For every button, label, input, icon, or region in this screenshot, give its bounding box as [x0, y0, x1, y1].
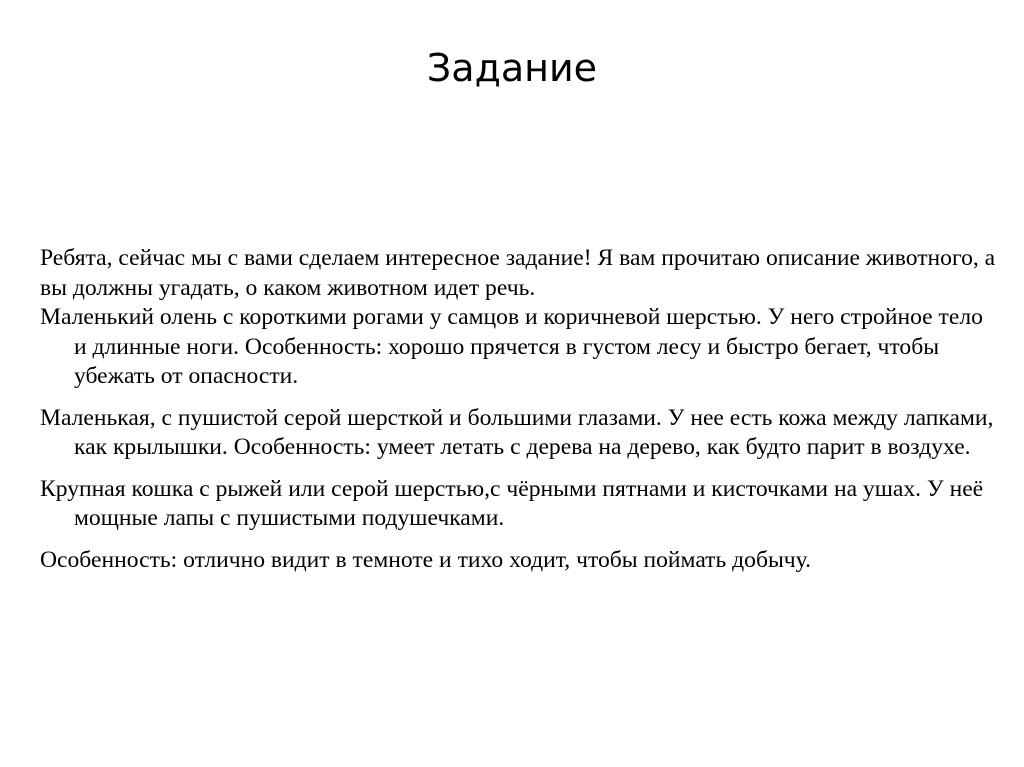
riddle-paragraph-flying-squirrel: Маленькая, с пушистой серой шерсткой и большими глазами. У нее есть кожа между лапками, как крылышки. Особенность: умеет летать с дерева на дерево, как будто парит в воздухе.: [40, 404, 994, 460]
slide-body: [40, 244, 1000, 575]
feature-paragraph: Особенность: отлично видит в темноте и тихо ходит, чтобы поймать добычу.: [40, 546, 812, 573]
riddle-paragraph-deer: Маленький олень с короткими рогами у самцов и коричневой шерстью. У него стройное тело и длинные ноги. Особенность: хорошо прячется в густом лесу и быстро бегает, чтобы убежать от опасности.: [40, 304, 983, 389]
riddle-paragraph-lynx: Крупная кошка с рыжей или серой шерстью,с чёрными пятнами и кисточками на ушах. У неё мощные лапы с пушистыми подушечками.: [40, 475, 984, 531]
intro-paragraph: Ребята, сейчас мы с вами сделаем интересное задание! Я вам прочитаю описание животного, а вы должны угадать, о каком животном идет речь.: [40, 245, 996, 301]
slide-title: Задание: [426, 46, 598, 90]
